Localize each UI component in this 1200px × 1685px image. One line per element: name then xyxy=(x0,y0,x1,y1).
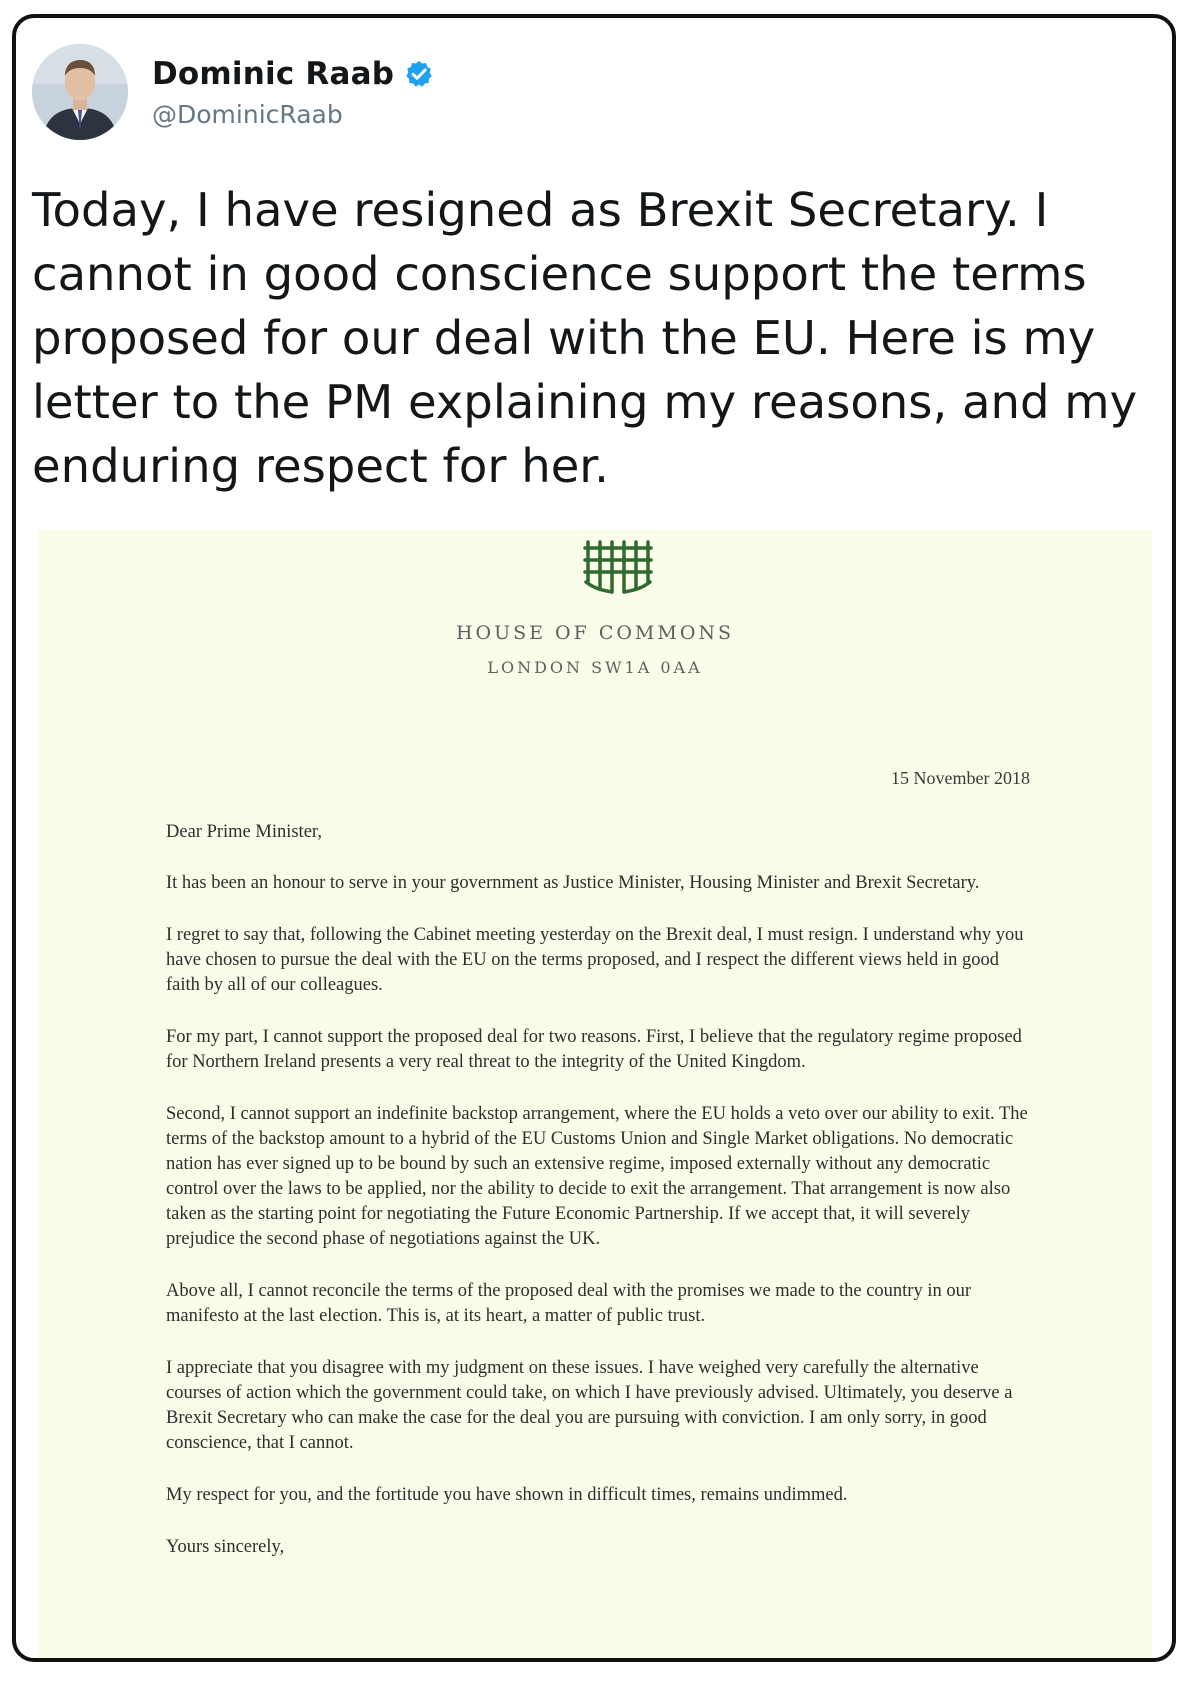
letter-date: 15 November 2018 xyxy=(891,768,1030,788)
letter-paragraph: My respect for you, and the fortitude you have shown in difficult times, remains undimmed. xyxy=(166,1485,848,1505)
profile-photo-icon xyxy=(32,44,128,140)
name-row xyxy=(152,56,434,92)
letter-paragraph: Second, I cannot support an indefinite backstop arrangement, where the EU holds a veto over our ability to exit. The terms of the backstop amount to a hybrid of the EU Customs Union and Single Market obligations. No democratic nation has ever signed up to be bound by such an extensive regime, imposed externally without any democratic control over the laws to be applied, nor the ability to decide to exit the arrangement. That arrangement is now also taken as the starting point for negotiating the Future Economic Partnership. If we accept that, it will severely prejudice the second phase of negotiations against the UK. xyxy=(166,1104,1028,1249)
letter-salutation: Dear Prime Minister, xyxy=(166,822,322,842)
handle[interactable]: @DominicRaab xyxy=(152,99,343,129)
verified-badge-icon xyxy=(404,59,434,89)
letter-paragraph: For my part, I cannot support the proposed deal for two reasons. First, I believe that the regulatory regime proposed for Northern Ireland presents a very real threat to the integrity of the United Kingdom. xyxy=(166,1027,1022,1072)
letter-closing: Yours sincerely, xyxy=(166,1537,285,1557)
display-name[interactable]: Dominic Raab xyxy=(152,55,395,92)
tweet-card xyxy=(12,14,1176,1662)
letter-paragraph: I regret to say that, following the Cabinet meeting yesterday on the Brexit deal, I must resign. I understand why you have chosen to pursue the deal with the EU on the terms proposed, and I respect the different views held in good faith by all of our colleagues. xyxy=(166,925,1024,995)
letter-paragraph: It has been an honour to serve in your government as Justice Minister, Housing Minister and Brexit Secretary. xyxy=(166,873,980,893)
tweet-header xyxy=(32,42,434,142)
letter-paragraph: Above all, I cannot reconcile the terms of the proposed deal with the promises we made to the country in our manifesto at the last election. This is, at its heart, a matter of public trust. xyxy=(166,1281,972,1326)
letterhead-title: HOUSE OF COMMONS xyxy=(455,622,735,644)
letter-image[interactable] xyxy=(38,530,1152,1658)
author-identity xyxy=(152,56,434,129)
letter-paragraph: I appreciate that you disagree with my judgment on these issues. I have weighed very carefully the alternative courses of action which the government could take, on which I have previously advised. Ultimately, you deserve a Brexit Secretary who can make the case for the deal you are pursuing with conviction. I am only sorry, in good conscience, that I cannot. xyxy=(166,1358,1013,1453)
letterhead-address: LONDON SW1A 0AA xyxy=(487,658,703,677)
avatar[interactable] xyxy=(32,44,128,140)
tweet-text: Today, I have resigned as Brexit Secretary. I cannot in good conscience support the terms proposed for our deal with the EU. Here is my letter to the PM explaining my reasons, and my enduring respect for her. xyxy=(32,183,1138,493)
letter-body xyxy=(166,820,1034,1587)
portcullis-icon xyxy=(580,538,654,598)
